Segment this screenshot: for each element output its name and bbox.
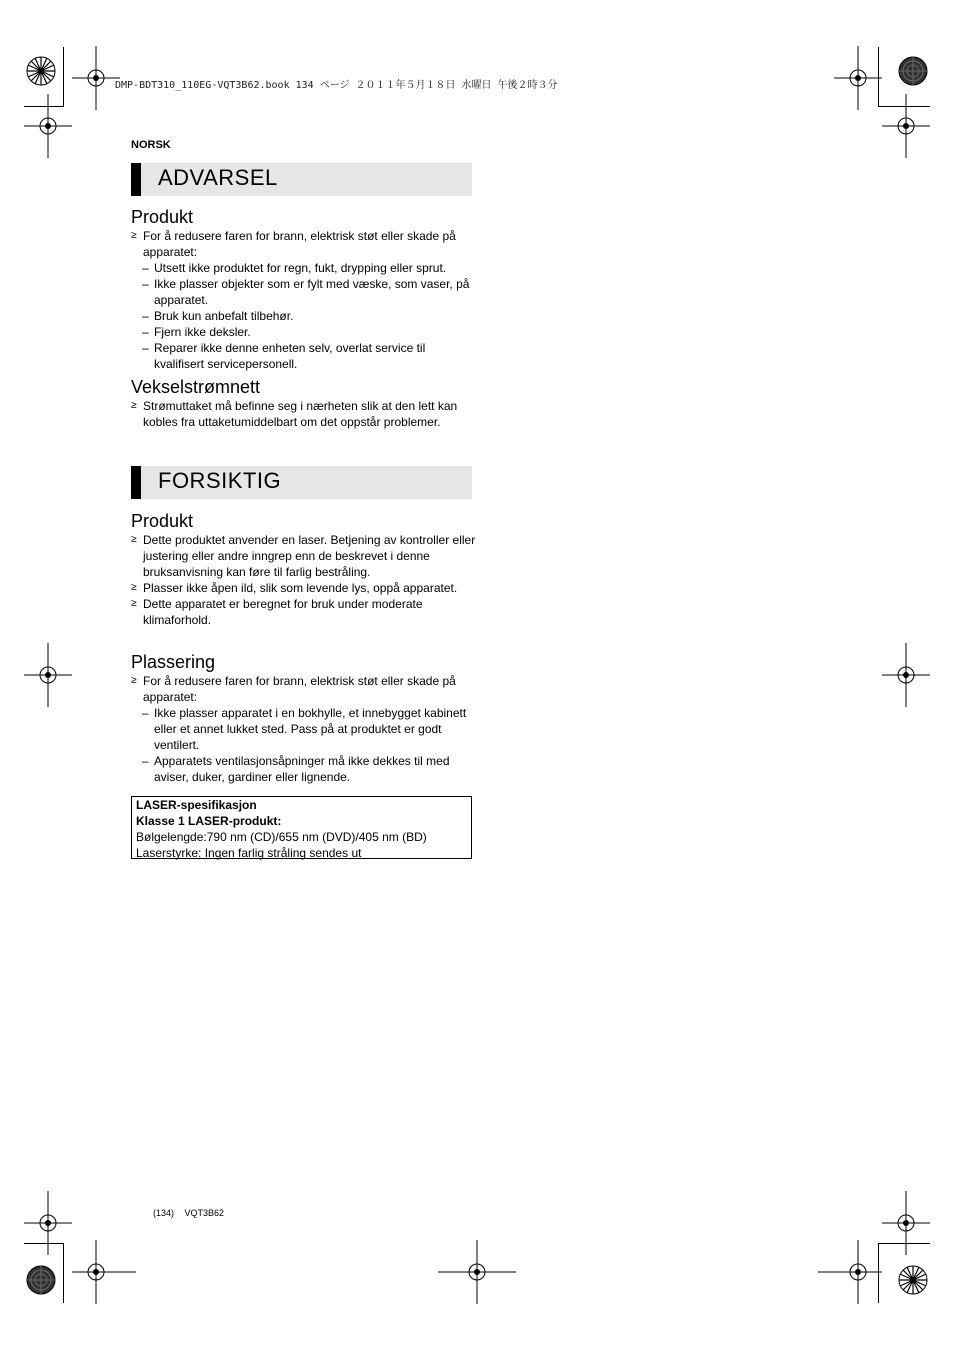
banner-bar [131, 466, 141, 499]
sub-item [131, 340, 476, 372]
item-text: Utsett ikke produktet for regn, fukt, drypping eller sprut. [154, 261, 447, 275]
section-heading: Plassering [131, 652, 216, 672]
document-code: VQT3B62 [184, 1208, 225, 1218]
list-item [131, 673, 476, 705]
starburst-target-icon [26, 56, 56, 86]
page-footer [153, 1208, 232, 1218]
sub-item [131, 705, 476, 753]
item-text: Plasser ikke åpen ild, slik som levende lys, oppå apparatet. [143, 581, 458, 595]
dash-icon: – [142, 754, 149, 768]
laser-class: Klasse 1 LASER-produkt: [136, 814, 282, 828]
section-heading: Produkt [131, 511, 194, 531]
sub-item [131, 276, 476, 308]
item-text: Strømuttaket må befinne seg i nærheten slik at den lett kan kobles fra uttaketumiddelbart om det oppstår problemer. [143, 399, 458, 429]
starburst-target-icon [898, 56, 928, 86]
sub-item [131, 260, 476, 276]
item-text: Dette produktet anvender en laser. Betjening av kontroller eller justering eller andre inngrep enn de beskrevet i denne bruksanvisning kan føre til farlig bestråling. [143, 533, 476, 579]
item-text: Ikke plasser apparatet i en bokhylle, et innebygget kabinett eller et annet lukket sted. Pass på at produktet er godt ventilert. [154, 706, 467, 752]
dash-icon: – [142, 325, 149, 339]
sub-item [131, 308, 476, 324]
bullet-icon: ≥ [131, 534, 137, 545]
banner-bar [131, 163, 141, 196]
list-item [131, 398, 476, 430]
forsiktig-title: FORSIKTIG [158, 468, 282, 493]
advarsel-title: ADVARSEL [158, 165, 278, 190]
registration-crosshair-icon [24, 94, 72, 158]
registration-crosshair-icon [72, 1240, 136, 1304]
forsiktig-produkt-section [131, 510, 476, 628]
item-text: Dette apparatet er beregnet for bruk under moderate klimaforhold. [143, 597, 423, 627]
starburst-target-icon [26, 1265, 56, 1295]
registration-crosshair-icon [882, 1191, 930, 1255]
dash-icon: – [142, 706, 149, 720]
bullet-icon: ≥ [131, 582, 137, 593]
registration-crosshair-icon [818, 1240, 882, 1304]
dash-icon: – [142, 341, 149, 355]
registration-crosshair-icon [882, 94, 930, 158]
dash-icon: – [142, 277, 149, 291]
plassering-section [131, 651, 476, 785]
advarsel-banner [131, 163, 472, 196]
registration-crosshair-icon [834, 46, 882, 110]
list-item [131, 596, 476, 628]
language-label: NORSK [131, 139, 171, 151]
section-heading: Produkt [131, 207, 194, 227]
dash-icon: – [142, 261, 149, 275]
item-text: Apparatets ventilasjonsåpninger må ikke dekkes til med aviser, duker, gardiner eller lignende. [154, 754, 450, 784]
laser-spec-title: LASER-spesifikasjon [136, 798, 257, 812]
item-text: Fjern ikke deksler. [154, 325, 251, 339]
bullet-icon: ≥ [131, 400, 137, 411]
dash-icon: – [142, 309, 149, 323]
registration-crosshair-icon [24, 1191, 72, 1255]
bullet-icon: ≥ [131, 675, 137, 686]
sub-item [131, 324, 476, 340]
registration-crosshair-icon [882, 643, 930, 707]
bullet-icon: ≥ [131, 598, 137, 609]
starburst-target-icon [898, 1265, 928, 1295]
list-item [131, 580, 476, 596]
item-text: For å redusere faren for brann, elektrisk støt eller skade på apparatet: [143, 674, 456, 704]
registration-crosshair-icon [438, 1240, 516, 1304]
vekselstrom-section [131, 376, 476, 430]
item-text: For å redusere faren for brann, elektrisk støt eller skade på apparatet: [143, 229, 456, 259]
file-info-header: DMP-BDT310_110EG-VQT3B62.book 134 ページ ２０１１年５月１８日 水曜日 午後２時３分 [115, 80, 558, 91]
section-heading: Vekselstrømnett [131, 377, 261, 397]
page-number: (134) [153, 1208, 175, 1218]
laser-power: Laserstyrke: Ingen farlig stråling sendes ut [136, 846, 362, 860]
list-item [131, 228, 476, 260]
laser-spec-box [131, 796, 472, 859]
registration-crosshair-icon [24, 643, 72, 707]
item-text: Ikke plasser objekter som er fylt med væske, som vaser, på apparatet. [154, 277, 470, 307]
sub-item [131, 753, 476, 785]
list-item [131, 532, 476, 580]
bullet-icon: ≥ [131, 230, 137, 241]
item-text: Bruk kun anbefalt tilbehør. [154, 309, 294, 323]
item-text: Reparer ikke denne enheten selv, overlat service til kvalifisert servicepersonell. [154, 341, 426, 371]
forsiktig-banner [131, 466, 472, 499]
advarsel-produkt-section [131, 206, 476, 372]
registration-crosshair-icon [72, 46, 120, 110]
laser-wavelength: Bølgelengde:790 nm (CD)/655 nm (DVD)/405 nm (BD) [136, 830, 427, 844]
